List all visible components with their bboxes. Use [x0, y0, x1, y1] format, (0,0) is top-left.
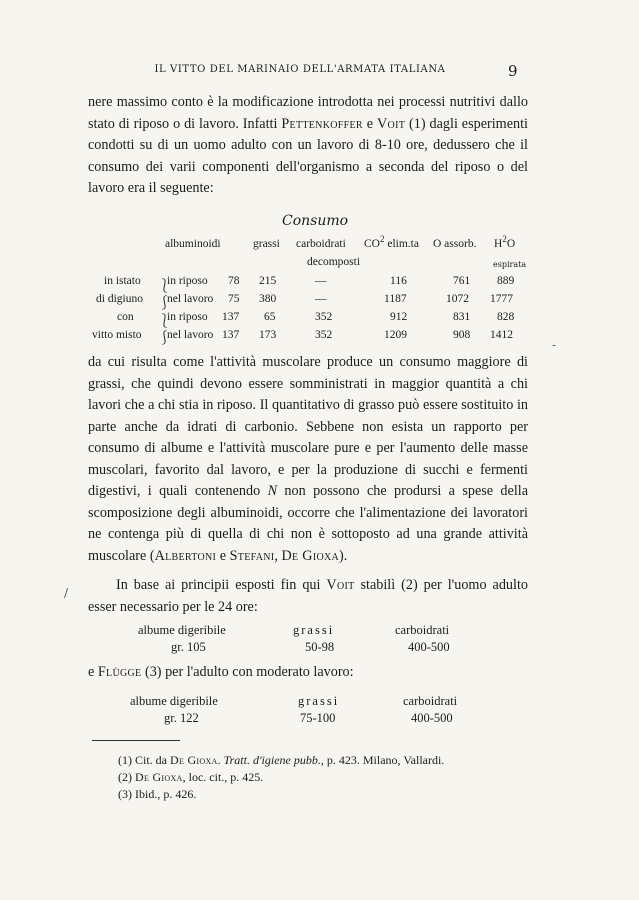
table-cell: 1209 [384, 329, 407, 341]
brace-bottom: ⎰ [158, 296, 172, 311]
table-cell: 215 [259, 275, 277, 287]
col-header-grassi: grassi [253, 238, 280, 250]
table-header: carboidrati [403, 694, 458, 708]
running-header: IL VITTO DEL MARINAIO DELL'ARMATA ITALIANA [154, 64, 446, 75]
col-header-carboidrati: carboidrati [296, 238, 346, 250]
table-cell: 380 [259, 293, 277, 305]
table-cell: 400-500 [411, 711, 453, 725]
table-cell: 65 [264, 311, 276, 323]
author-degioxa: De Gioxa [281, 547, 340, 564]
paragraph-4: e Flügge (3) per l'adulto con moderato lavoro: [88, 664, 354, 680]
author-voit: Voit [326, 577, 355, 593]
table-cell: 1412 [490, 329, 513, 341]
margin-mark: - [552, 338, 557, 352]
table-cell: 75 [228, 293, 240, 305]
table-cell: 352 [315, 311, 333, 323]
footnote-3: (3) Ibid., p. 426. [118, 787, 197, 801]
table-cell: 1187 [384, 293, 407, 305]
table-cell: gr. 105 [171, 640, 206, 654]
author-stefani: Stefani [229, 547, 275, 564]
group-label: in istato [104, 275, 141, 287]
brace-top: ⎱ [158, 279, 172, 294]
table-cell: 1072 [446, 293, 469, 305]
table-cell: 912 [390, 311, 408, 323]
table-cell: 116 [390, 275, 407, 287]
table-cell: 889 [497, 275, 515, 287]
table-cell: 908 [453, 329, 471, 341]
col-header-h2o: $H^2O$ [494, 234, 516, 250]
table-cell: — [315, 293, 327, 305]
table-cell: 137 [222, 311, 240, 323]
col-header-o-assorb: O assorb. [433, 238, 477, 250]
table-cell: 78 [228, 275, 240, 287]
group-label: vitto misto [92, 329, 142, 341]
table-header: grassi [298, 694, 340, 708]
margin-mark: / [64, 586, 69, 600]
group-label: di digiuno [96, 293, 143, 305]
table-cell: 352 [315, 329, 333, 341]
group-label: con [117, 311, 134, 323]
table-header: grassi [293, 623, 335, 637]
table-cell: 173 [259, 329, 277, 341]
author-voit: Voit [377, 115, 406, 132]
paragraph-1: nere massimo conto è la modificazione introdotta nei processi nutritivi dallo stato di riposo o di lavoro. Infatti Pettenkoffer e Voit (1) dagli esperimenti condotti su di un uomo adulto con un lavoro di 8-10 ore, dedussero che il consumo dei varii componenti dell'organismo a seconda del riposo o del lavoro era il seguente: [88, 94, 528, 196]
table-cell: 761 [453, 275, 471, 287]
footnote-1: (1) Cit. da De Gioxa. Tratt. d'igiene pubb., p. 423. Milano, Vallardi. [118, 753, 445, 767]
col-header-decomposti: decomposti [307, 256, 361, 268]
author-pettenkoffer: Pettenkoffer [281, 115, 363, 132]
table-title: Consumo [282, 213, 349, 229]
brace-top: ⎱ [158, 314, 172, 329]
table-header: albume digeribile [138, 623, 226, 637]
table-cell: nel lavoro [167, 293, 214, 305]
paragraph-3: In base ai principii esposti fin qui Voit stabilì (2) per l'uomo adulto esser necessario per le 24 ore: [88, 577, 528, 615]
table-cell: gr. 122 [164, 711, 199, 725]
table-cell: 1777 [490, 293, 513, 305]
table-cell: 137 [222, 329, 240, 341]
footnote-2: (2) De Gioxa, loc. cit., p. 425. [118, 770, 264, 784]
page-number: 9 [508, 62, 518, 80]
footnote-divider [92, 740, 180, 741]
col-header-espirata: espirata [493, 260, 527, 269]
table-cell: — [315, 275, 327, 287]
table-cell: nel lavoro [167, 329, 214, 341]
table-cell: 400-500 [408, 640, 450, 654]
table-cell: 828 [497, 311, 515, 323]
paragraph-2: da cui risulta come l'attività muscolare produce un consumo maggiore di grassi, che quindi devono essere somministrati in maggior quantità a chi lavori che a chi stia in riposo. Il quantitativo di grasso può essere sostituito in parte anche da idrati di carbonio. Sebbene non esista un rapporto per consumo di albume e l'attività muscolare pure e per l'aumento delle masse muscolari, favorito dal lavoro, e per la produzione di succhi e fermenti digestivi, i quali contenendo N non possono che prodursi a spese della scomposizione degli albuminoidi, occorre che l'alimentazione dei lavoratori ne contenga più di quella di chi non è sottoposto ad una grande attività muscolare (Albertoni e Stefani, De Gioxa). [88, 354, 528, 564]
table-cell: 50-98 [305, 640, 335, 654]
table-cell: 75-100 [300, 711, 336, 725]
table-cell: in riposo [167, 275, 208, 287]
table-cell: 831 [453, 311, 471, 323]
author-flugge: Flügge [97, 664, 142, 680]
table-header: carboidrati [395, 623, 450, 637]
author-albertoni: Albertoni [154, 547, 217, 564]
brace-bottom: ⎰ [158, 331, 172, 346]
table-cell: in riposo [167, 311, 208, 323]
col-header-albuminoidi: albuminoidi [165, 238, 221, 250]
col-header-co2: $CO^2$ elim.ta [364, 234, 419, 250]
table-header: albume digeribile [130, 694, 218, 708]
